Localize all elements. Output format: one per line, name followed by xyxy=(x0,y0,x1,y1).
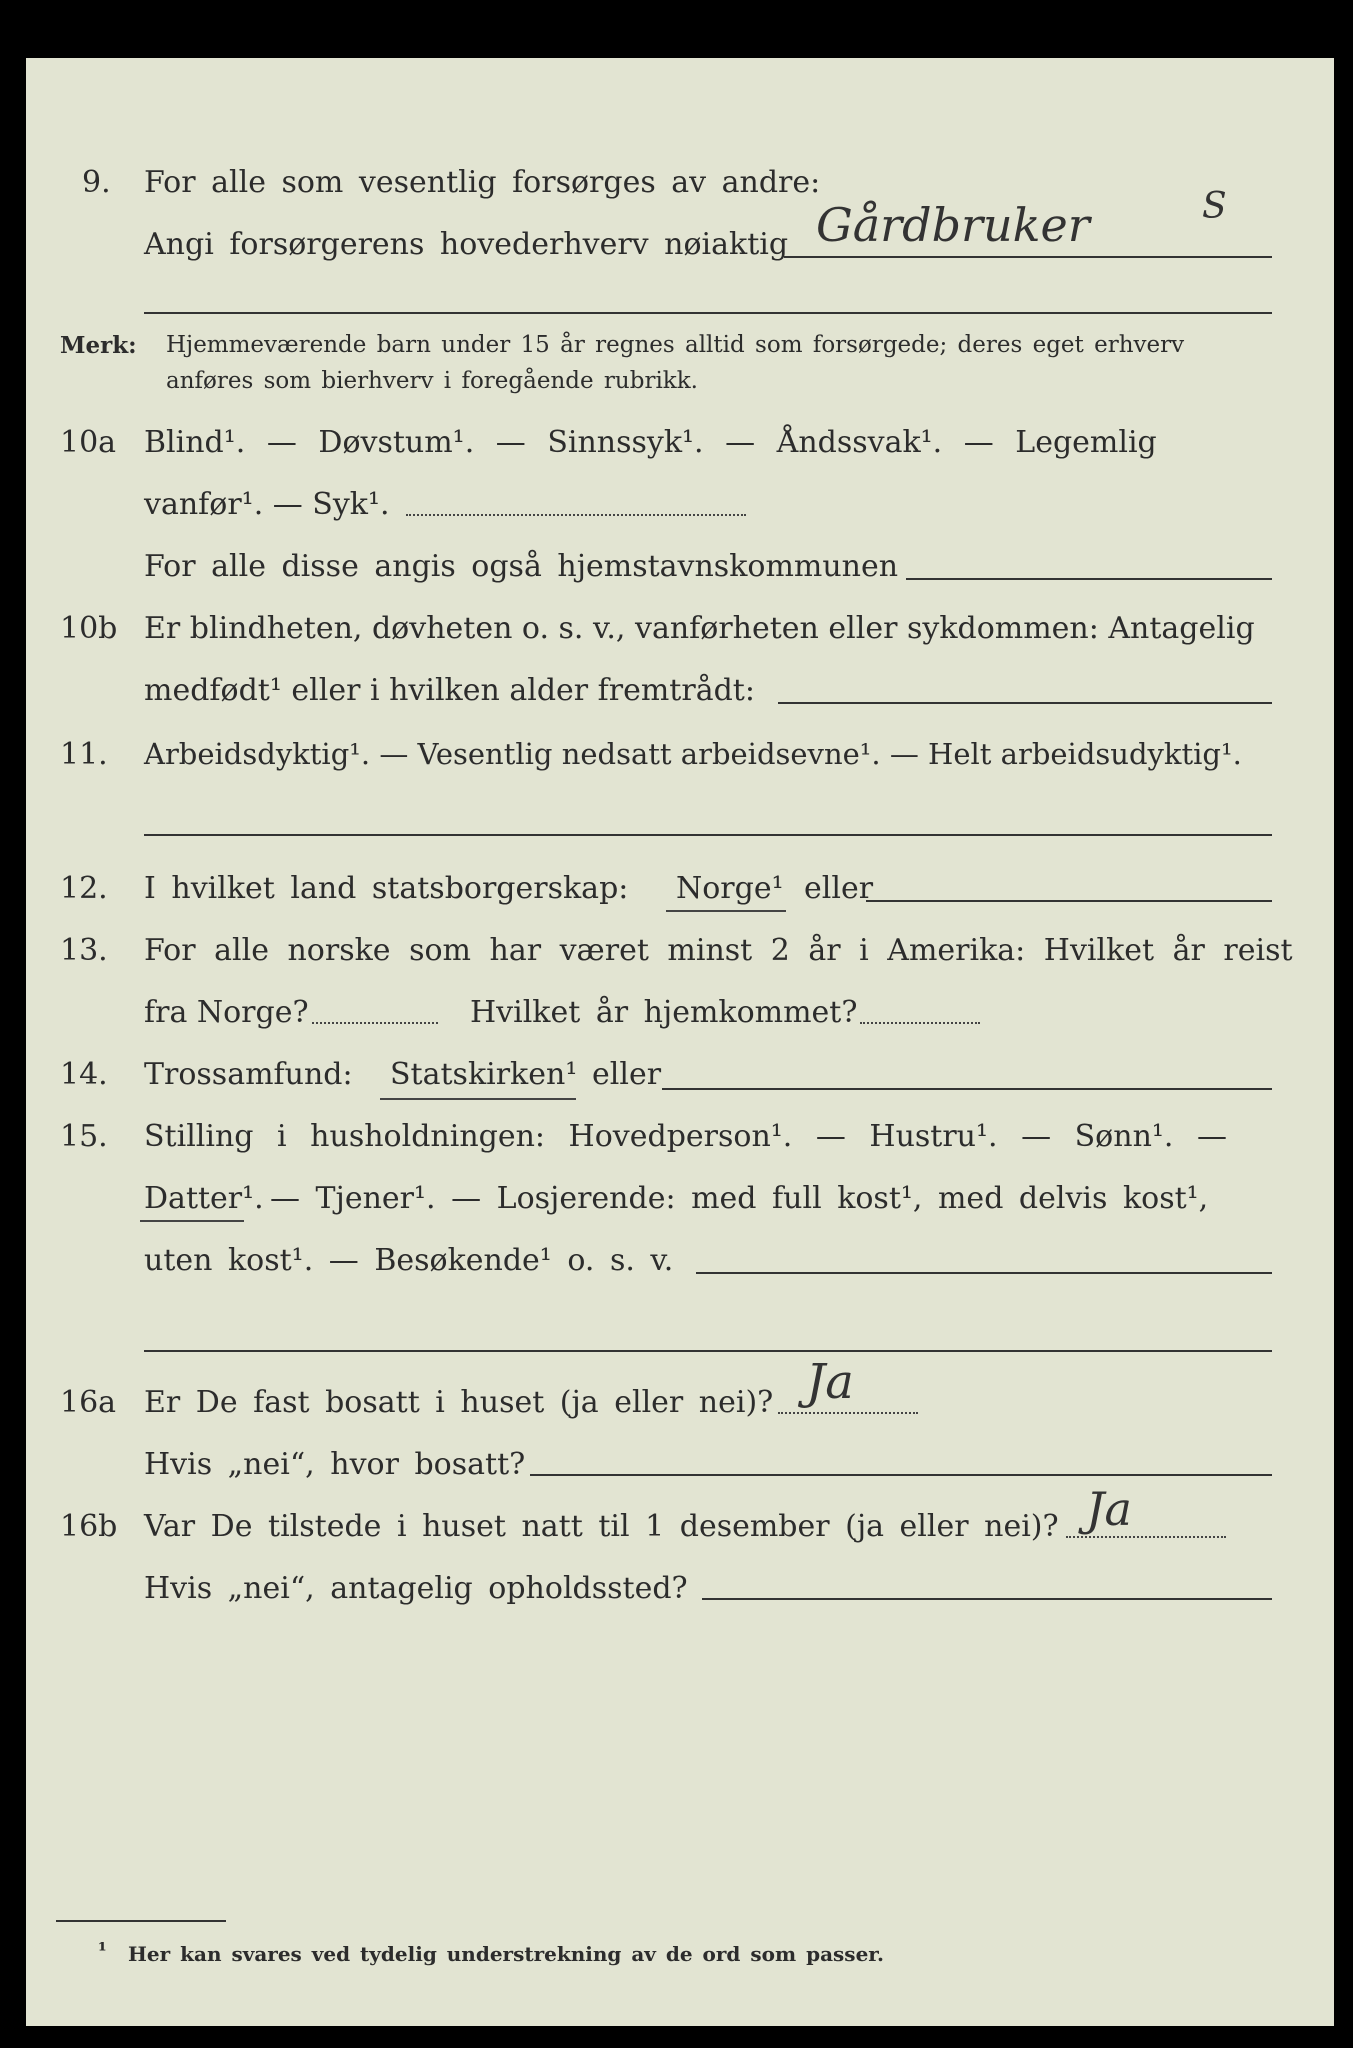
q9-handwritten-mark: S xyxy=(1202,186,1227,227)
q14-statskirken-underline xyxy=(380,1098,576,1100)
q16a-line2: Hvis „nei“, hvor bosatt? xyxy=(144,1447,526,1482)
q10b-number: 10b xyxy=(60,611,118,646)
q13-line2b: Hvilket år hjemkommet? xyxy=(470,995,858,1030)
q16b-handwritten-answer: Ja xyxy=(1086,1482,1132,1536)
merk-line1: Hjemmeværende barn under 15 år regnes alltid som forsørgede; deres eget erhverv xyxy=(166,332,1185,358)
q12-number: 12. xyxy=(60,871,108,906)
q16b-line2: Hvis „nei“, antagelig opholdssted? xyxy=(144,1571,688,1606)
footnote-rule xyxy=(56,1920,226,1922)
q15-line2: — Tjener¹. — Losjerende: med full kost¹, med delvis kost¹, xyxy=(270,1181,1209,1216)
q10a-line1: Blind¹. — Døvstum¹. — Sinnssyk¹. — Åndssvak¹. — Legemlig xyxy=(144,425,1157,460)
q16a-handwritten-answer: Ja xyxy=(806,1354,854,1410)
q10b-line2: medfødt¹ eller i hvilken alder fremtrådt: xyxy=(144,673,755,708)
q10a-hjemstavn-line xyxy=(906,578,1272,580)
q13-hjemkommet-line xyxy=(860,1022,980,1024)
q16a-line1: Er De fast bosatt i huset (ja eller nei)? xyxy=(144,1385,774,1420)
q13-reist-line xyxy=(312,1022,438,1024)
q10a-line2: vanfør¹. — Syk¹. xyxy=(144,487,390,522)
q13-line1: For alle norske som har været minst 2 år i Amerika: Hvilket år reist xyxy=(144,933,1293,968)
q15-answer-line xyxy=(696,1272,1272,1274)
q14-number: 14. xyxy=(60,1057,108,1092)
q16b-line1: Var De tilstede i huset natt til 1 desember (ja eller nei)? xyxy=(144,1509,1059,1544)
q14-answer-line xyxy=(662,1088,1272,1090)
q15-line3: uten kost¹. — Besøkende¹ o. s. v. xyxy=(144,1243,674,1278)
q12-norge: Norge¹ xyxy=(676,871,784,906)
q9-line1: For alle som vesentlig forsørges av andre: xyxy=(144,165,821,200)
q14-statskirken: Statskirken¹ xyxy=(390,1057,578,1092)
q13-number: 13. xyxy=(60,933,108,968)
q10b-line1: Er blindheten, døvheten o. s. v., vanførheten eller sykdommen: Antagelig xyxy=(144,611,1255,646)
q10a-number: 10a xyxy=(60,425,117,460)
q9-second-line xyxy=(144,312,1272,314)
merk-line2: anføres som bierhverv i foregående rubrikk. xyxy=(166,368,698,394)
q15-number: 15. xyxy=(60,1119,108,1154)
q11-number: 11. xyxy=(60,737,108,772)
q16a-number: 16a xyxy=(60,1385,117,1420)
q15-datter: Datter¹. xyxy=(144,1181,264,1216)
q15-line1: Stilling i husholdningen: Hovedperson¹. — Hustru¹. — Sønn¹. — xyxy=(144,1119,1227,1154)
q12-norge-underline xyxy=(666,910,786,912)
q10b-alder-line xyxy=(778,702,1272,704)
q16a-bosatt-line xyxy=(530,1474,1272,1476)
q16a-answer-line xyxy=(778,1412,918,1414)
q9-line2: Angi forsørgerens hovederhverv nøiaktig xyxy=(144,227,789,262)
q10a-syk-line xyxy=(406,514,746,516)
q9-handwritten-answer: Gårdbruker xyxy=(816,198,1090,252)
q11-answer-line xyxy=(144,834,1272,836)
q16b-number: 16b xyxy=(60,1509,118,1544)
q12-answer-line xyxy=(866,900,1272,902)
q12-suffix: eller xyxy=(804,871,874,906)
q15-datter-underline xyxy=(140,1220,244,1222)
q14-suffix: eller xyxy=(592,1057,662,1092)
q9-number: 9. xyxy=(82,165,111,200)
q16b-answer-line xyxy=(1066,1536,1226,1538)
footnote-text: Her kan svares ved tydelig understrekning av de ord som passer. xyxy=(128,1942,884,1966)
q14-prefix: Trossamfund: xyxy=(144,1057,353,1092)
footnote-mark: ¹ xyxy=(98,1938,107,1962)
q10a-line3: For alle disse angis også hjemstavnskommunen xyxy=(144,549,899,584)
q11-line1: Arbeidsdyktig¹. — Vesentlig nedsatt arbeidsevne¹. — Helt arbeidsudyktig¹. xyxy=(144,737,1242,771)
census-form-page xyxy=(26,58,1334,2026)
q16b-opholdssted-line xyxy=(702,1598,1272,1600)
q9-answer-line xyxy=(784,256,1272,258)
q12-prefix: I hvilket land statsborgerskap: xyxy=(144,871,629,906)
merk-label: Merk: xyxy=(60,332,137,359)
q13-line2a: fra Norge? xyxy=(144,995,309,1030)
q15-second-line xyxy=(144,1350,1272,1352)
